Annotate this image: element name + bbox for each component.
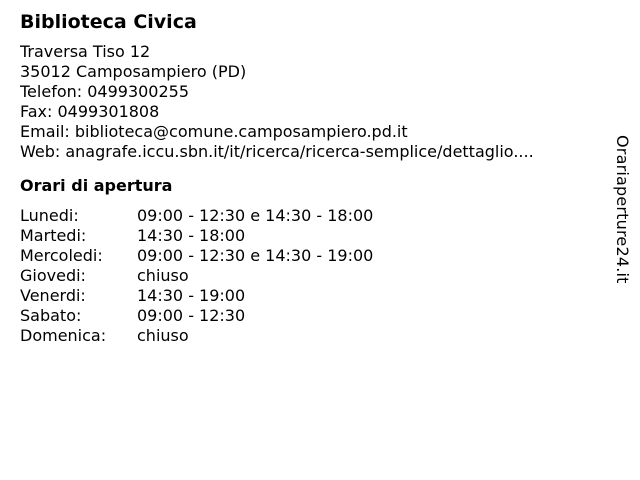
address-line: Traversa Tiso 12 <box>20 42 151 61</box>
fax-line: Fax: 0499301808 <box>20 102 160 121</box>
day-hours: chiuso <box>137 266 189 285</box>
hours-row-monday <box>20 206 600 226</box>
day-label: Giovedi: <box>20 266 86 285</box>
hours-row-thursday <box>20 266 600 286</box>
hours-row-sunday <box>20 326 600 346</box>
city-line: 35012 Camposampiero (PD) <box>20 62 247 81</box>
day-hours: 09:00 - 12:30 e 14:30 - 19:00 <box>137 246 374 265</box>
hours-row-wednesday <box>20 246 600 266</box>
day-label: Venerdi: <box>20 286 86 305</box>
hours-row-tuesday <box>20 226 600 246</box>
day-hours: chiuso <box>137 326 189 345</box>
hours-row-friday <box>20 286 600 306</box>
day-label: Sabato: <box>20 306 82 325</box>
web-line: Web: anagrafe.iccu.sbn.it/it/ricerca/ricerca-semplice/dettaglio.... <box>20 142 534 161</box>
brand-watermark: Orariaperture24.it <box>613 135 632 284</box>
day-hours: 09:00 - 12:30 <box>137 306 246 325</box>
day-hours: 09:00 - 12:30 e 14:30 - 18:00 <box>137 206 374 225</box>
email-line: Email: biblioteca@comune.camposampiero.pd.it <box>20 122 408 141</box>
library-card <box>20 10 600 346</box>
day-hours: 14:30 - 18:00 <box>137 226 246 245</box>
day-label: Lunedi: <box>20 206 79 225</box>
library-name: Biblioteca Civica <box>20 11 197 33</box>
day-label: Martedi: <box>20 226 87 245</box>
phone-line: Telefon: 0499300255 <box>20 82 190 101</box>
hours-row-saturday <box>20 306 600 326</box>
day-label: Domenica: <box>20 326 107 345</box>
day-hours: 14:30 - 19:00 <box>137 286 246 305</box>
day-label: Mercoledi: <box>20 246 103 265</box>
hours-heading: Orari di apertura <box>20 176 173 195</box>
